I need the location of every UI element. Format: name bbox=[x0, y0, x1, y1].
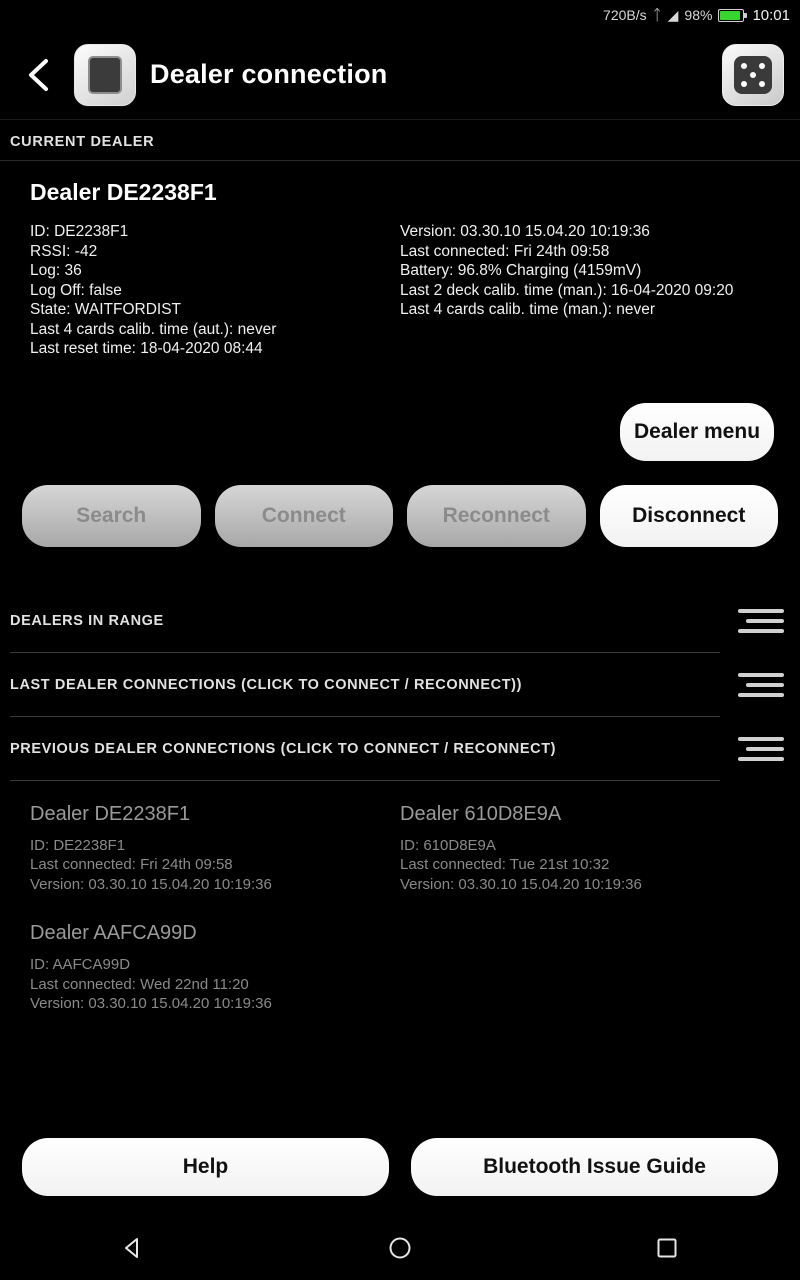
section-header-current-dealer: CURRENT DEALER bbox=[0, 120, 800, 160]
bluetooth-issue-guide-button[interactable]: Bluetooth Issue Guide bbox=[411, 1138, 778, 1196]
dealer-device-icon bbox=[74, 44, 136, 106]
dealer-menu-row bbox=[0, 359, 800, 461]
previous-dealer-name: Dealer DE2238F1 bbox=[30, 802, 191, 825]
nav-back-triangle-icon[interactable] bbox=[93, 1226, 173, 1270]
detail-line: Last connected: Fri 24th 09:58 bbox=[400, 242, 610, 260]
previous-dealer-name: Dealer 610D8E9A bbox=[400, 802, 562, 825]
detail-line: Log Off: false bbox=[30, 281, 122, 299]
current-dealer-left-column bbox=[30, 222, 400, 359]
current-dealer-details bbox=[0, 222, 800, 359]
section-previous-dealer-connections[interactable] bbox=[0, 717, 800, 781]
detail-line: Log: 36 bbox=[30, 262, 82, 279]
back-arrow-icon[interactable] bbox=[16, 53, 60, 97]
dice-icon[interactable] bbox=[722, 44, 784, 106]
search-button[interactable]: Search bbox=[22, 485, 201, 547]
list-item[interactable] bbox=[30, 803, 400, 895]
nav-home-circle-icon[interactable] bbox=[360, 1226, 440, 1270]
previous-dealer-version: Version: 03.30.10 15.04.20 10:19:36 bbox=[30, 875, 272, 893]
previous-dealer-name: Dealer AAFCA99D bbox=[30, 922, 197, 944]
previous-dealer-last-connected: Last connected: Tue 21st 10:32 bbox=[400, 856, 610, 873]
dealer-menu-button[interactable]: Dealer menu bbox=[620, 403, 774, 461]
detail-line: ID: DE2238F1 bbox=[30, 223, 129, 240]
app-bar bbox=[0, 30, 800, 120]
network-speed-label: 720B/s bbox=[603, 7, 647, 23]
previous-dealer-last-connected: Last connected: Fri 24th 09:58 bbox=[30, 856, 233, 873]
nav-recents-square-icon[interactable] bbox=[627, 1226, 707, 1270]
previous-dealer-version: Version: 03.30.10 15.04.20 10:19:36 bbox=[30, 995, 272, 1012]
detail-line: Version: 03.30.10 15.04.20 10:19:36 bbox=[400, 223, 650, 240]
previous-dealer-version: Version: 03.30.10 15.04.20 10:19:36 bbox=[400, 875, 642, 893]
disconnect-button[interactable]: Disconnect bbox=[600, 485, 779, 547]
page-title: Dealer connection bbox=[150, 59, 388, 89]
current-dealer-card bbox=[0, 161, 800, 547]
section-last-dealer-connections[interactable] bbox=[0, 653, 800, 717]
clock-label: 10:01 bbox=[752, 6, 790, 24]
current-dealer-right-column bbox=[400, 222, 770, 359]
current-dealer-title: Dealer DE2238F1 bbox=[30, 179, 217, 205]
section-dealers-in-range[interactable] bbox=[0, 589, 800, 653]
previous-dealer-last-connected: Last connected: Wed 22nd 11:20 bbox=[30, 975, 249, 993]
detail-line: Last 4 cards calib. time (aut.): never bbox=[30, 320, 277, 338]
previous-dealers-list bbox=[0, 781, 800, 1139]
list-item[interactable] bbox=[400, 803, 770, 895]
list-menu-icon[interactable] bbox=[738, 732, 790, 766]
status-bar bbox=[0, 0, 800, 30]
battery-percent-label: 98% bbox=[684, 7, 713, 23]
list-menu-icon[interactable] bbox=[738, 604, 790, 638]
battery-icon bbox=[718, 9, 744, 22]
previous-dealer-id: ID: DE2238F1 bbox=[30, 836, 126, 854]
bottom-actions-row bbox=[0, 1138, 800, 1216]
detail-line: RSSI: -42 bbox=[30, 242, 98, 260]
spacer bbox=[0, 547, 800, 589]
system-nav-bar bbox=[0, 1216, 800, 1280]
reconnect-button[interactable]: Reconnect bbox=[407, 485, 586, 547]
connect-button[interactable]: Connect bbox=[215, 485, 394, 547]
bluetooth-icon: ᛏ bbox=[652, 6, 662, 24]
section-header-dealers-in-range: DEALERS IN RANGE bbox=[10, 612, 164, 629]
connection-actions-row bbox=[0, 461, 800, 547]
wifi-icon: ◢ bbox=[667, 6, 679, 23]
detail-line: Battery: 96.8% Charging (4159mV) bbox=[400, 262, 642, 279]
detail-line: Last 4 cards calib. time (man.): never bbox=[400, 301, 655, 318]
list-menu-icon[interactable] bbox=[738, 668, 790, 702]
previous-dealer-id: ID: AAFCA99D bbox=[30, 956, 131, 973]
list-item[interactable] bbox=[30, 922, 400, 1014]
section-header-last-dealer-connections: LAST DEALER CONNECTIONS (CLICK TO CONNECT / RECONNECT)) bbox=[10, 676, 523, 693]
detail-line: State: WAITFORDIST bbox=[30, 301, 181, 318]
detail-line: Last 2 deck calib. time (man.): 16-04-2020 09:20 bbox=[400, 281, 734, 299]
previous-dealer-id: ID: 610D8E9A bbox=[400, 836, 496, 854]
section-header-previous-dealer-connections: PREVIOUS DEALER CONNECTIONS (CLICK TO CONNECT / RECONNECT) bbox=[10, 740, 557, 757]
detail-line: Last reset time: 18-04-2020 08:44 bbox=[30, 340, 263, 357]
help-button[interactable]: Help bbox=[22, 1138, 389, 1196]
